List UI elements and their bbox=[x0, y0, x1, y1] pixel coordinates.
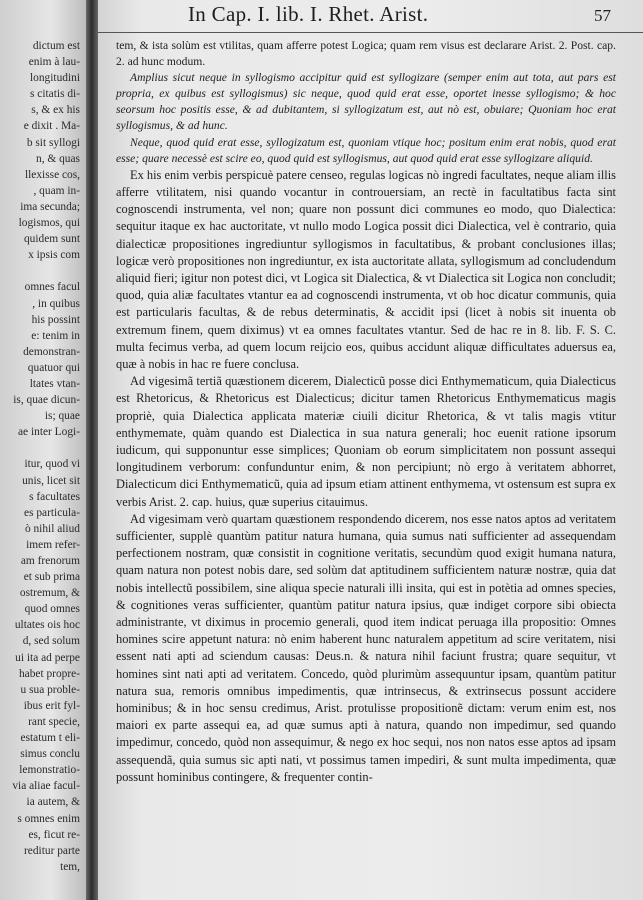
page-header bbox=[98, 2, 643, 32]
left-page-line: itur, quod vi bbox=[24, 458, 80, 471]
paragraph: Ad vigesimam verò quartam quæstionem respondendo dicerem, nos esse natos aptos ad veritatem sufficienter, supplè quantùm patitur natura humana, quia sumus nati sufficienter ad assequendam perfectionem nostram, quæ consistit in cognitione veritatis, secundùm quod exigit humana natura, quam natura non potest nobis dare, sed solùm dat aptitudinem sufficientem naturæ nostræ, quia dat nobis intellectũ possibilem, sine aliqua specie naturali illi insita, qui est in potètia ad omnes species, & cognitiones veras sufficienter, quantùm patitur natura ipsius, quæ indiget corpore sibi obiecta administrante, vt diximus in procemio generali, quod item indicat peruaga illa propositio: Omnes homines scire appetunt natura: nò enim haberent hunc naturalem appetitum ad scire veritatem, nisi essent nati apti ad sciendum causas: Deus.n. & natura nihil faciunt frustra; quare sequitur, vt homines sint nati apti ad veritatem. Concedo, quòd plurimùm assequuntur ipsam, quantùm patitur natura sua, remoris omnibus impedimentis, quæ intrinsecus, & extrinsecus possunt accidere hominibus; & in hoc sensu credimus, Arist. protulisse propositionẽ dictam: verum enim est, nos maiori ex parte assequi ea, ad quæ sumus apti à natura, quando non impedimur, sed quando impedimur, concedo, quòd non assequimur, & nego ex hoc sequi, nos non natos esse aptos ad ipsam assequendã, quia sumus sic apti nati, vt possimus tamen impediri, & sunt multa impedimenta, quæ possunt hominibus contingere, & frequenter contin- bbox=[116, 511, 616, 784]
left-page-line: llexisse cos, bbox=[24, 168, 80, 181]
left-page-line: reditur parte bbox=[24, 844, 80, 857]
left-page-line: e: tenim in bbox=[31, 329, 80, 342]
quotation-paragraph: Amplius sicut neque in syllogismo accipitur quid est syllogizare (semper enim aut tota, aut pars est propria, ex quibus est syllogismus) sic neque, quod quid erat esse, oportet inesse syllogismo; & hoc seorsum hoc positis esse, & ad dubitantem, si syllogizatum est, aut nò est, obuiare; Quoniam hoc erat syllogismus, & ad hunc. bbox=[116, 71, 616, 133]
left-page bbox=[0, 0, 86, 900]
left-page-line: am frenorum bbox=[20, 555, 80, 567]
left-page-line: omnes facul bbox=[24, 281, 80, 294]
left-page-line: tem, bbox=[60, 860, 80, 873]
left-page-line bbox=[0, 263, 80, 279]
paragraph: tem, & ista solùm est vtilitas, quam afferre potest Logica; quam rem visus est declarare Arist. 2. Post. cap. 2. ad hunc modum. bbox=[116, 39, 616, 69]
paragraph: Ad vigesimã tertiã quæstionem dicerem, Dialecticũ posse dici Enthymematicum, quia Dialecticus est Rhetoricus, & Rhetoricus est Dialecticus; dicitur tamen Rhetoricus Enthymematicus magis propriè, quia Dialectica applicata materiæ ciuili dicitur Rhetorica, & vt talis magis vtitur enthymemate, quàm quando est Dialectica in sua natura generali; hoc euenit ratione ipsorum iudicum, qui supponuntur esse simplices; Quoniam ob eorum simplicitatem non possunt assequi longitudinem verborum: confunduntur enim, & non percipiunt; nò ergo à veritatem abhorret, Dialecticum dici Enthymematicũ, quia ad ipsum etiam attinent enthymema, vt ostensum est supra ex verbis Arist. 2. cap. huius, quæ superius citauimus. bbox=[116, 374, 616, 509]
page-body bbox=[116, 38, 616, 786]
left-page-line: simus conclu bbox=[20, 748, 80, 761]
left-page-line: ultates ois hoc bbox=[14, 619, 80, 632]
left-page-line: x ipsis com bbox=[28, 249, 80, 262]
left-page-line: is, quae dicun- bbox=[13, 394, 80, 407]
left-page-line: ia autem, & bbox=[26, 796, 80, 809]
left-page-line: dictum est bbox=[32, 40, 80, 52]
left-page-line: ltates vtan- bbox=[29, 377, 80, 390]
left-page-line: s omnes enim bbox=[17, 812, 80, 825]
left-page-line: habet propre- bbox=[18, 667, 80, 680]
left-page-line: estatum t eli- bbox=[20, 732, 80, 745]
left-page-line: d, sed solum bbox=[22, 635, 80, 648]
left-page-line: ibus erit fyl- bbox=[23, 699, 80, 712]
left-page-line: longitudini bbox=[30, 72, 80, 85]
left-page-line: u sua proble- bbox=[20, 683, 80, 696]
quotation-paragraph: Neque, quod quid erat esse, syllogizatum est, quoniam vtique hoc; positum enim erat nobis, quod erat esse; quare necessè est scire eo, quod quid est syllogismus, aut quod quid erat esse syllogizare aliquid. bbox=[116, 135, 616, 165]
left-page-line: his possint bbox=[31, 313, 80, 326]
left-page-line: demonstran- bbox=[23, 345, 80, 358]
left-page-line: ima secunda; bbox=[20, 200, 80, 213]
left-page-line: s facultates bbox=[29, 490, 80, 503]
left-page-line: via aliae facul- bbox=[12, 780, 80, 793]
right-page bbox=[98, 0, 643, 900]
left-page-line: ae inter Logi- bbox=[18, 426, 80, 439]
left-page-line: es particula- bbox=[24, 506, 80, 519]
left-page-line: s, & ex his bbox=[31, 104, 80, 117]
page-number: 57 bbox=[594, 6, 611, 25]
left-page-line: imem refer- bbox=[26, 538, 80, 551]
left-page-line: enim à lau- bbox=[28, 56, 80, 69]
left-page-line: et sub prima bbox=[23, 571, 80, 584]
left-page-line: n, & quas bbox=[36, 152, 80, 165]
left-page-line: , quam in- bbox=[33, 184, 80, 197]
left-page-line: es, ficut re- bbox=[28, 828, 80, 841]
left-page-line: e dixit . Ma- bbox=[23, 120, 80, 133]
left-page-line: quod omnes bbox=[24, 603, 80, 616]
left-page-line: ostremum, & bbox=[19, 587, 80, 600]
left-page-line: s citatis di- bbox=[30, 88, 80, 101]
left-page-line bbox=[0, 440, 80, 456]
left-page-line: logismos, qui bbox=[18, 217, 80, 230]
left-page-line: ò nihil aliud bbox=[24, 522, 80, 535]
left-page-line: b sit syllogi bbox=[26, 136, 80, 149]
left-page-line: is; quae bbox=[44, 410, 80, 423]
paragraph: Ex his enim verbis perspicuè patere censeo, regulas logicas nò ingredi facultates, neque aliam illis afferre vtilitatem, nisi quando vocantur in controuersiam, an rectè in facultatibus facta sint cognoscendi instrumenta, vel non; quare non possunt dici communes eo modo, quo Dialectica: sequitur itaque ex hac auctoritate, vt nullo modo Logica possit dici Dialectica, vel è contrario, quia dialecticæ propositiones ingrediuntur syllogismos in facultatibus, & probant conclusiones illas; logicæ verò propositiones non ingrediuntur, ex ista auctoritate allata, syllogismum ad concludendum aliquid fieri; igitur non potest dici, vt Logica sit Dialectica, & vt Dialectica sit Logica non concludit; quod, quia aliæ facultates vtantur ea ad cognoscendi instrumenta, vt ob hoc dicatur communis, quia est particularis facultas, & de rebus determinatis, & accidit ipsi (licet à nobis sit inuenta ob extremum finem, quem diximus) vt ea omnes facultates vtantur. Sed de hac re in 8. lib. F. S. C. multa fecimus verba, ad quem locum reijcio eos, quibus accidunt aliquæ difficultates aduersus ea, quæ à nobis in hac re fuere conclusa. bbox=[116, 167, 616, 371]
left-page-line: ui ita ad perpe bbox=[15, 651, 80, 664]
running-head: In Cap. I. lib. I. Rhet. Arist. bbox=[188, 2, 429, 26]
left-page-text bbox=[0, 38, 80, 875]
left-page-line: rant specie, bbox=[28, 715, 80, 728]
left-page-line: unis, licet sit bbox=[22, 474, 80, 487]
header-rule bbox=[98, 32, 643, 33]
left-page-line: , in quibus bbox=[32, 297, 80, 310]
left-page-line: lemonstratio- bbox=[19, 764, 80, 777]
left-page-line: quidem sunt bbox=[23, 233, 80, 246]
left-page-line: quatuor qui bbox=[27, 361, 80, 374]
